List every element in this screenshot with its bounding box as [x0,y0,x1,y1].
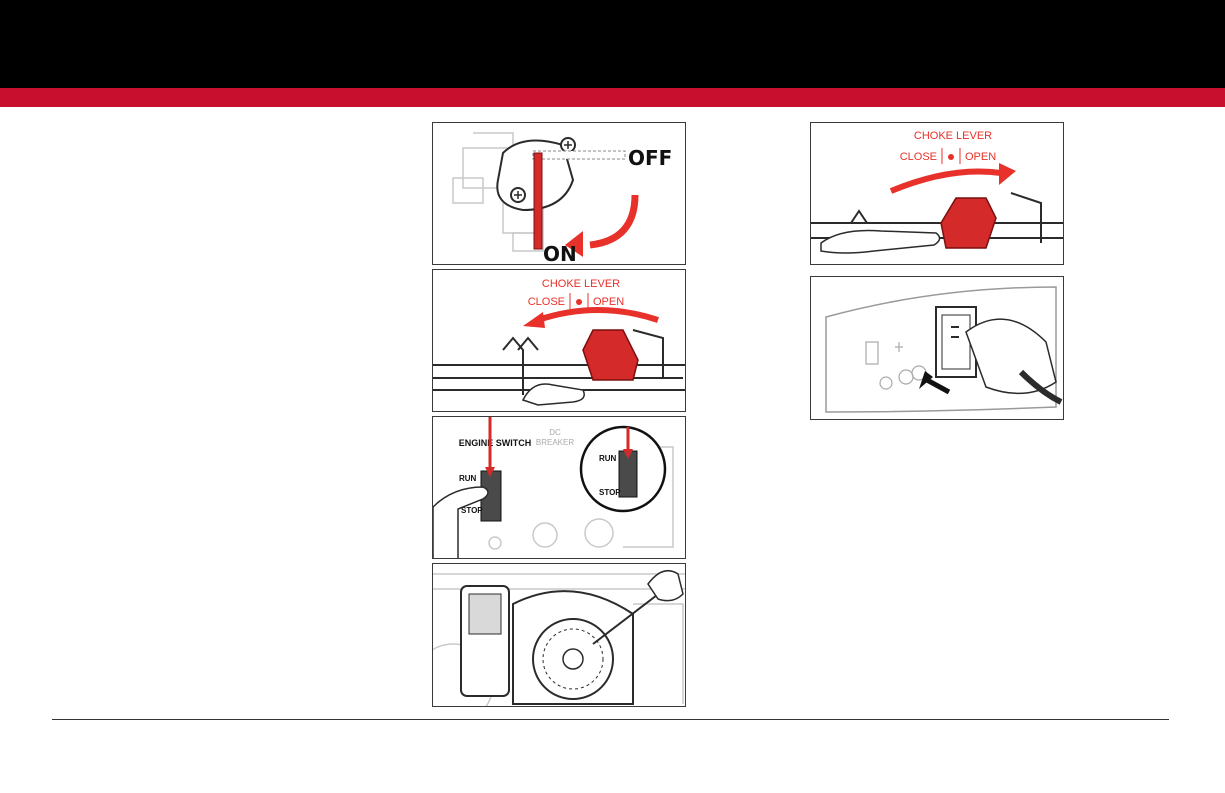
engine-switch-label: ENGINE SWITCH [458,438,532,448]
choke-open-label-2: OPEN [965,151,997,163]
choke-open-illustration [810,122,1064,265]
choke-close-label-2: CLOSE [899,151,937,163]
footer-rule [52,719,1169,720]
red-accent-stripe [0,88,1225,107]
zoom-run-label: RUN [599,454,617,463]
on-label: ON [543,242,577,264]
choke-lever-title: CHOKE LEVER [541,278,621,290]
choke-open-label: OPEN [593,296,625,308]
stop-label: STOP [461,506,483,515]
dc-label: DC [549,428,561,437]
fuel-valve-illustration [432,122,686,265]
header-bar [0,0,1225,88]
run-label: RUN [459,474,477,483]
choke-lever-title-2: CHOKE LEVER [913,130,993,142]
off-label: OFF [628,146,673,170]
choke-close-label: CLOSE [527,296,565,308]
recoil-starter-illustration [432,563,686,707]
breaker-label: BREAKER [535,438,575,447]
outlet-plug-illustration [810,276,1064,420]
zoom-stop-label: STOP [599,488,621,497]
engine-switch-illustration [432,416,686,559]
choke-close-illustration [432,269,686,412]
